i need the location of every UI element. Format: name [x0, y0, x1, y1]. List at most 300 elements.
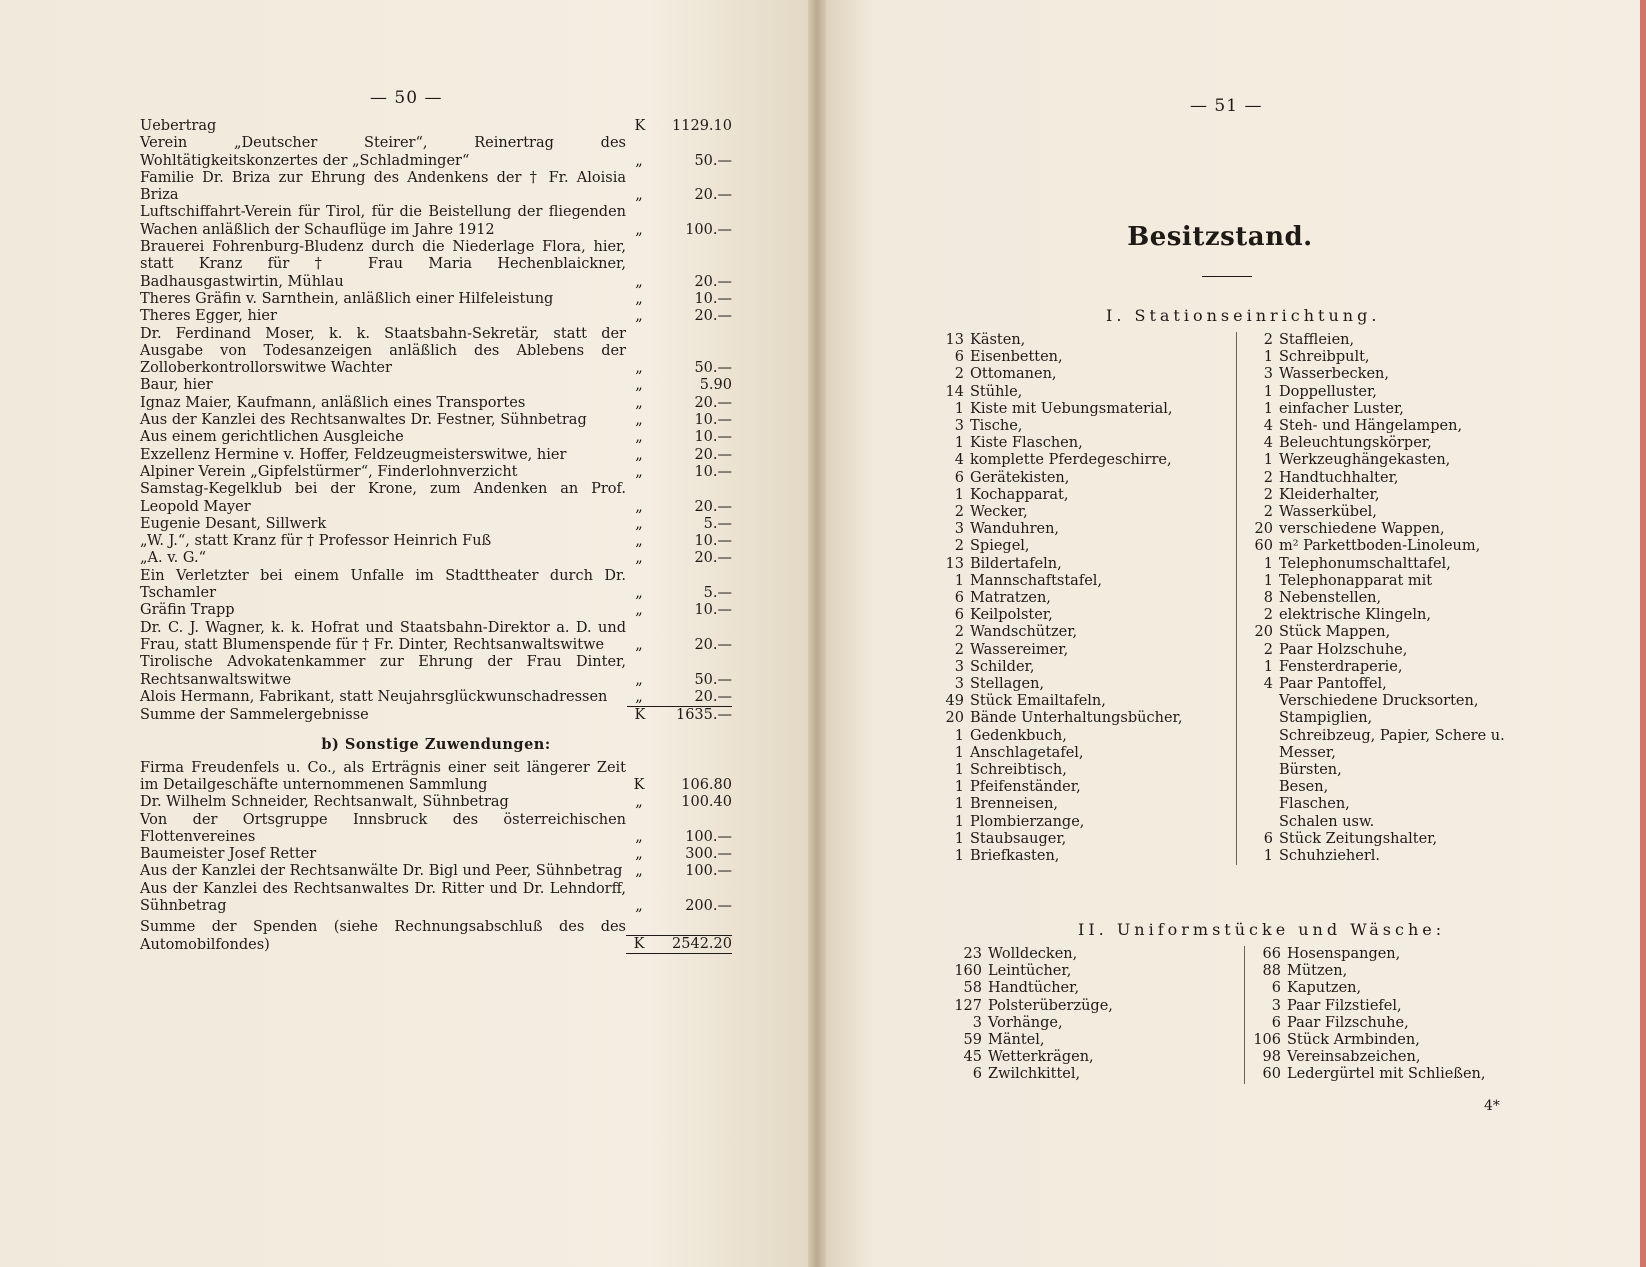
inventory-item — [1237, 607, 1567, 624]
entry-amount: 50.— — [694, 152, 732, 169]
entry-description: Aus der Kanzlei des Rechtsanwaltes Dr. Festner, Sühnbetrag — [140, 412, 587, 429]
ledger-row — [140, 326, 732, 378]
item-name: Spiegel, — [970, 538, 1030, 555]
entry-description: Ignaz Maier, Kaufmann, anläßlich eines Transportes — [140, 394, 526, 411]
inventory-item — [946, 963, 1236, 980]
ditto-mark: „ — [635, 273, 643, 290]
inventory-item — [1237, 418, 1567, 435]
item-count: 3 — [954, 418, 964, 435]
ledger-row — [140, 239, 732, 291]
ditto-mark: „ — [635, 463, 643, 480]
item-count: 2 — [1263, 641, 1273, 658]
item-name: Messer, — [1279, 744, 1336, 761]
inventory-item — [1237, 573, 1567, 590]
item-count: 6 — [954, 469, 964, 486]
currency-mark: K — [627, 706, 653, 724]
item-count: 1 — [954, 796, 964, 813]
ledger-row — [140, 170, 732, 205]
ditto-mark: „ — [635, 446, 643, 463]
inventory-item — [1237, 659, 1567, 676]
entry-description: Verein „Deutscher Steirer“, Reinertrag des Wohltätigkeitskonzertes der „Schladminger“ — [140, 135, 626, 169]
item-count: 2 — [1263, 607, 1273, 624]
item-count: 2 — [1263, 332, 1273, 348]
ledger-row — [140, 464, 732, 481]
entry-description: Dr. C. J. Wagner, k. k. Hofrat und Staatsbahn-Direktor a. D. und Frau, statt Blumenspende für † Fr. Dinter, Rechtsanwaltswitwe — [140, 619, 626, 653]
item-count: 1 — [954, 762, 964, 779]
inventory-item — [928, 401, 1228, 418]
ledger-row — [140, 395, 732, 412]
item-count — [1237, 796, 1279, 813]
inventory-item — [928, 710, 1228, 727]
item-name: Wecker, — [970, 504, 1028, 521]
ditto-mark: K — [633, 776, 645, 793]
ditto-mark: „ — [635, 187, 643, 204]
ledger-row — [140, 550, 732, 567]
item-name: Wandschützer, — [970, 624, 1078, 641]
entry-description: Theres Egger, hier — [140, 308, 277, 325]
inventory-item — [1237, 452, 1567, 469]
entry-description: Luftschiffahrt-Verein für Tirol, für die Beistellung der fliegenden Wachen anläßlich der Schauflüge im Jahre 1912 — [140, 204, 626, 238]
item-count: 58 — [963, 980, 982, 997]
item-count: 1 — [1263, 452, 1273, 469]
page-title: Besitzstand. — [1127, 222, 1313, 252]
entry-amount: 20.— — [694, 550, 732, 567]
ledger-row — [140, 760, 732, 795]
ledger-row — [140, 620, 732, 655]
item-count: 1 — [954, 572, 964, 589]
item-count: 13 — [945, 332, 964, 348]
inventory-item — [1237, 401, 1567, 418]
item-count: 1 — [1263, 555, 1273, 572]
item-name: Ledergürtel mit Schließen, — [1287, 1066, 1486, 1083]
item-count: 4 — [954, 452, 964, 469]
inventory-item — [1245, 1049, 1545, 1066]
item-name: Kästen, — [970, 332, 1026, 348]
inventory-item — [928, 556, 1228, 573]
item-count: 66 — [1262, 946, 1281, 962]
item-count — [1237, 728, 1279, 745]
item-name: Plombierzange, — [970, 813, 1085, 830]
inventory-item — [928, 538, 1228, 555]
ledger-row — [140, 846, 732, 863]
inventory-item — [1237, 470, 1567, 487]
item-count: 59 — [963, 1032, 982, 1049]
entry-amount: 10.— — [694, 602, 732, 619]
inventory-item — [928, 676, 1228, 693]
ledger-row — [140, 429, 732, 446]
entry-description: Alois Hermann, Fabrikant, statt Neujahrsglückwunschadressen — [140, 688, 608, 705]
inventory-item — [928, 504, 1228, 521]
entry-amount: 10.— — [694, 533, 732, 550]
uniform-column-2 — [1244, 946, 1545, 1084]
item-name: Kiste Flaschen, — [970, 435, 1083, 452]
item-name: einfacher Luster, — [1279, 400, 1404, 417]
item-name: Kochapparat, — [970, 486, 1069, 503]
item-name: Wasserbecken, — [1279, 366, 1389, 383]
entry-amount: 20.— — [694, 446, 732, 463]
inventory-item — [928, 831, 1228, 848]
entry-amount: 300.— — [685, 846, 732, 863]
item-count — [1237, 762, 1279, 779]
item-name: Mannschaftstafel, — [970, 572, 1103, 589]
ditto-mark: „ — [635, 221, 643, 238]
item-name: Polsterüberzüge, — [988, 997, 1113, 1014]
subtotal-label: Summe der Sammelergebnisse — [140, 707, 369, 724]
entry-amount: 10.— — [694, 412, 732, 429]
item-count: 106 — [1253, 1032, 1281, 1049]
inventory-item — [928, 470, 1228, 487]
item-name: Stück Mappen, — [1279, 624, 1391, 641]
inventory-column-2 — [1236, 332, 1567, 865]
item-name: komplette Pferdegeschirre, — [970, 452, 1172, 469]
ditto-mark: „ — [635, 290, 643, 307]
inventory-item — [1237, 642, 1567, 659]
item-name: Ottomanen, — [970, 366, 1057, 383]
inventory-item — [928, 607, 1228, 624]
item-count: 1 — [1263, 658, 1273, 675]
inventory-item — [928, 624, 1228, 641]
item-name: Schreibzeug, Papier, Schere u. — [1279, 727, 1505, 744]
inventory-item — [946, 1049, 1236, 1066]
ditto-mark: „ — [635, 585, 643, 602]
item-count: 3 — [972, 1014, 982, 1031]
inventory-item — [1245, 946, 1545, 963]
entry-amount: 50.— — [694, 671, 732, 688]
ledger-row — [140, 881, 732, 916]
total-amount: 2542.20 — [652, 935, 732, 954]
item-name: Kleiderhalter, — [1279, 486, 1380, 503]
uniform-column-1 — [946, 946, 1236, 1084]
item-name: Paar Holzschuhe, — [1279, 641, 1408, 658]
ledger-row — [140, 135, 732, 170]
item-count: 6 — [1271, 1014, 1281, 1031]
item-count: 60 — [1262, 1066, 1281, 1083]
ditto-mark: „ — [635, 412, 643, 429]
entry-amount: 50.— — [694, 360, 732, 377]
inventory-item — [1237, 590, 1567, 607]
inventory-item — [946, 946, 1236, 963]
entry-description: Firma Freudenfels u. Co., als Erträgnis einer seit längerer Zeit im Detailgeschäfte unternommenen Sammlung — [140, 759, 626, 793]
ditto-mark: „ — [635, 533, 643, 550]
entry-amount: 10.— — [694, 463, 732, 480]
signature-mark: 4* — [1484, 1098, 1500, 1114]
inventory-item — [928, 452, 1228, 469]
ditto-mark: „ — [635, 498, 643, 515]
entry-amount: 200.— — [685, 898, 732, 915]
item-count: 2 — [1263, 504, 1273, 521]
entry-amount: 100.— — [685, 828, 732, 845]
ledger-row — [140, 812, 732, 847]
item-name: Steh- und Hängelampen, — [1279, 418, 1463, 435]
ledger-row — [140, 533, 732, 550]
item-name: Eisenbetten, — [970, 349, 1063, 366]
item-name: Nebenstellen, — [1279, 590, 1382, 607]
entry-amount: 20.— — [694, 688, 732, 705]
item-name: Werkzeughängekasten, — [1279, 452, 1451, 469]
entry-amount: 100.— — [685, 863, 732, 880]
item-name: Tische, — [970, 418, 1023, 435]
inventory-item — [928, 728, 1228, 745]
item-name: Verschiedene Drucksorten, — [1279, 693, 1479, 710]
inventory-item — [1237, 384, 1567, 401]
item-name: Zwilchkittel, — [988, 1066, 1081, 1083]
entry-amount: 100.40 — [681, 794, 732, 811]
ditto-mark: „ — [635, 846, 643, 863]
entry-description: Dr. Ferdinand Moser, k. k. Staatsbahn-Sekretär, statt der Ausgabe von Todesanzeigen anläßlich des Ablebens der Zolloberkontrollorswitwe Wachter — [140, 325, 626, 377]
item-name: Stellagen, — [970, 676, 1045, 693]
item-name: Wassereimer, — [970, 641, 1069, 658]
inventory-item — [928, 779, 1228, 796]
item-count: 1 — [1263, 572, 1273, 589]
inventory-item — [1237, 487, 1567, 504]
item-name: Vereinsabzeichen, — [1287, 1049, 1421, 1066]
item-name: Staffleien, — [1279, 332, 1355, 348]
item-count: 14 — [945, 383, 964, 400]
entry-amount: 5.— — [703, 585, 732, 602]
entry-description: Baumeister Josef Retter — [140, 846, 317, 863]
ledger-row — [140, 794, 732, 811]
item-name: Handtuchhalter, — [1279, 469, 1399, 486]
entry-description: Samstag-Kegelklub bei der Krone, zum Andenken an Prof. Leopold Mayer — [140, 481, 626, 515]
ditto-mark: „ — [635, 152, 643, 169]
inventory-item — [1237, 779, 1567, 796]
item-count: 6 — [972, 1066, 982, 1083]
entry-amount: 20.— — [694, 273, 732, 290]
item-name: Bildertafeln, — [970, 555, 1062, 572]
currency-mark: K — [626, 935, 652, 954]
ditto-mark: „ — [635, 394, 643, 411]
entry-description: Eugenie Desant, Sillwerk — [140, 515, 327, 532]
inventory-item — [928, 796, 1228, 813]
inventory-item — [1237, 521, 1567, 538]
item-count: 2 — [954, 624, 964, 641]
inventory-item — [1245, 963, 1545, 980]
item-count: 2 — [954, 366, 964, 383]
ledger-row — [140, 447, 732, 464]
inventory-item — [1237, 728, 1567, 745]
entry-amount: 106.80 — [681, 776, 732, 793]
inventory-item — [1237, 332, 1567, 349]
ditto-mark: „ — [635, 602, 643, 619]
ditto-mark: „ — [635, 636, 643, 653]
other-contributions — [140, 760, 732, 916]
total-label: Summe der Spenden (siehe Rechnungsabschluß des des Automobilfondes) — [140, 919, 626, 953]
item-name: Hosenspangen, — [1287, 946, 1401, 962]
currency-mark: K — [634, 118, 646, 134]
entry-description: Alpiner Verein „Gipfelstürmer“, Finderlohnverzicht — [140, 463, 518, 480]
subtotal-amount: 1635.— — [653, 706, 732, 724]
ledger-row — [140, 516, 732, 533]
ditto-mark: „ — [635, 688, 643, 705]
item-name: m² Parkettboden-Linoleum, — [1279, 538, 1481, 555]
item-name: Mäntel, — [988, 1032, 1045, 1049]
item-name: Doppelluster, — [1279, 383, 1377, 400]
page-number-right: — 51 — — [1190, 96, 1263, 116]
item-name: Schuhzieherl. — [1279, 848, 1381, 865]
ditto-mark: „ — [635, 360, 643, 377]
item-name: Fensterdraperie, — [1279, 658, 1403, 675]
item-count: 1 — [954, 435, 964, 452]
item-name: Gerätekisten, — [970, 469, 1070, 486]
item-count — [1237, 745, 1279, 762]
item-name: Wetterkrägen, — [988, 1049, 1094, 1066]
inventory-item — [1237, 366, 1567, 383]
inventory-item — [1237, 556, 1567, 573]
item-name: Briefkasten, — [970, 848, 1060, 865]
item-name: Paar Filzschuhe, — [1287, 1014, 1409, 1031]
entry-description: „W. J.“, statt Kranz für † Professor Heinrich Fuß — [140, 533, 492, 550]
entry-description: Gräfin Trapp — [140, 602, 235, 619]
item-count: 49 — [945, 693, 964, 710]
entry-description: Aus der Kanzlei der Rechtsanwälte Dr. Bigl und Peer, Sühnbetrag — [140, 863, 623, 880]
item-name: Schreibtisch, — [970, 762, 1067, 779]
inventory-item — [928, 366, 1228, 383]
item-count: 2 — [954, 538, 964, 555]
item-name: Pfeifenständer, — [970, 779, 1081, 796]
inventory-item — [1237, 814, 1567, 831]
item-count: 4 — [1263, 676, 1273, 693]
inventory-item — [1237, 745, 1567, 762]
inventory-item — [1245, 998, 1545, 1015]
item-name: verschiedene Wappen, — [1279, 521, 1445, 538]
inventory-item — [1237, 435, 1567, 452]
inventory-item — [928, 659, 1228, 676]
inventory-item — [928, 573, 1228, 590]
item-name: Staubsauger, — [970, 830, 1067, 847]
inventory-item — [1237, 831, 1567, 848]
entry-amount: 10.— — [694, 429, 732, 446]
entry-amount: 5.90 — [699, 377, 732, 394]
entry-description: Aus einem gerichtlichen Ausgleiche — [140, 429, 404, 446]
item-name: Telephonumschalttafel, — [1279, 555, 1451, 572]
entry-amount: 20.— — [694, 636, 732, 653]
ledger-row — [140, 204, 732, 239]
item-name: Vorhänge, — [988, 1014, 1063, 1031]
ditto-mark: „ — [635, 515, 643, 532]
entry-amount: 5.— — [703, 515, 732, 532]
item-name: Beleuchtungskörper, — [1279, 435, 1432, 452]
item-count: 6 — [1271, 980, 1281, 997]
item-name: Bürsten, — [1279, 762, 1342, 779]
entry-description: Tirolische Advokatenkammer zur Ehrung der Frau Dinter, Rechtsanwaltswitwe — [140, 654, 626, 688]
item-name: Anschlagetafel, — [970, 744, 1084, 761]
entry-amount: 20.— — [694, 187, 732, 204]
item-name: Besen, — [1279, 779, 1329, 796]
entry-description: Brauerei Fohrenburg-Bludenz durch die Niederlage Flora, hier, statt Kranz für † Frau Maria Hechenblaickner, Badhausgastwirtin, Mühlau — [140, 239, 626, 290]
item-count: 3 — [954, 676, 964, 693]
item-count: 45 — [963, 1049, 982, 1066]
item-count: 1 — [1263, 383, 1273, 400]
inventory-item — [928, 693, 1228, 710]
item-count: 3 — [1271, 997, 1281, 1014]
inventory-item — [928, 384, 1228, 401]
inventory-item — [928, 848, 1228, 865]
entry-description: Familie Dr. Briza zur Ehrung des Andenkens der † Fr. Aloisia Briza — [140, 169, 626, 204]
inventory-item — [1237, 693, 1567, 710]
item-count: 6 — [1263, 830, 1273, 847]
ditto-mark: „ — [635, 898, 643, 915]
ditto-mark: „ — [635, 671, 643, 688]
item-name: elektrische Klingeln, — [1279, 607, 1431, 624]
item-name: Bände Unterhaltungsbücher, — [970, 710, 1183, 727]
item-name: Mützen, — [1287, 963, 1348, 980]
item-count: 60 — [1254, 538, 1273, 555]
item-count: 1 — [954, 813, 964, 830]
inventory-item — [946, 1015, 1236, 1032]
carry-over-label: Uebertrag — [140, 118, 217, 134]
inventory-item — [1245, 1066, 1545, 1083]
entry-description: „A. v. G.“ — [140, 550, 206, 567]
item-count — [1237, 693, 1279, 710]
item-count: 23 — [963, 946, 982, 962]
ledger-row — [140, 412, 732, 429]
ditto-mark: „ — [635, 794, 643, 811]
item-name: Brenneisen, — [970, 796, 1059, 813]
ledger-row — [140, 291, 732, 308]
item-count: 1 — [954, 486, 964, 503]
inventory-item — [928, 418, 1228, 435]
item-count: 88 — [1262, 963, 1281, 980]
item-name: Wolldecken, — [988, 946, 1078, 962]
inventory-item — [1237, 848, 1567, 865]
item-count: 98 — [1262, 1049, 1281, 1066]
inventory-item — [928, 521, 1228, 538]
item-name: Stück Armbinden, — [1287, 1032, 1420, 1049]
inventory-item — [928, 487, 1228, 504]
inventory-item — [1245, 980, 1545, 997]
inventory-item — [928, 435, 1228, 452]
entry-description: Aus der Kanzlei des Rechtsanwaltes Dr. Ritter und Dr. Lehndorff, Sühnbetrag — [140, 880, 626, 915]
item-count: 3 — [954, 521, 964, 538]
inventory-item — [928, 745, 1228, 762]
item-name: Paar Pantoffel, — [1279, 676, 1387, 693]
item-name: Schreibpult, — [1279, 349, 1370, 366]
carry-over-row — [140, 118, 732, 135]
inventory-item — [928, 762, 1228, 779]
item-count: 20 — [1254, 521, 1273, 538]
item-name: Wanduhren, — [970, 521, 1060, 538]
entry-amount: 100.— — [685, 221, 732, 238]
item-name: Stampiglien, — [1279, 710, 1373, 727]
inventory-item — [946, 1032, 1236, 1049]
ditto-mark: „ — [635, 863, 643, 880]
item-count: 20 — [1254, 624, 1273, 641]
item-count — [1237, 779, 1279, 796]
item-count: 1 — [1263, 848, 1273, 865]
title-divider — [1202, 276, 1252, 277]
item-count: 1 — [954, 400, 964, 417]
item-count: 1 — [954, 744, 964, 761]
item-count: 4 — [1263, 435, 1273, 452]
page-number-left: — 50 — — [370, 88, 443, 108]
item-count: 3 — [954, 658, 964, 675]
subtotal-row — [140, 706, 732, 724]
item-count — [1237, 710, 1279, 727]
inventory-column-1 — [928, 332, 1228, 865]
item-count: 6 — [954, 607, 964, 624]
item-name: Kaputzen, — [1287, 980, 1362, 997]
entry-amount: 10.— — [694, 290, 732, 307]
item-count: 4 — [1263, 418, 1273, 435]
ledger-row — [140, 377, 732, 394]
page-edge — [1640, 0, 1646, 1267]
inventory-item — [1245, 1032, 1545, 1049]
item-name: Keilpolster, — [970, 607, 1053, 624]
item-name: Telephonapparat mit — [1279, 572, 1433, 589]
ditto-mark: „ — [635, 429, 643, 446]
item-count: 160 — [954, 963, 982, 980]
item-count: 13 — [945, 555, 964, 572]
